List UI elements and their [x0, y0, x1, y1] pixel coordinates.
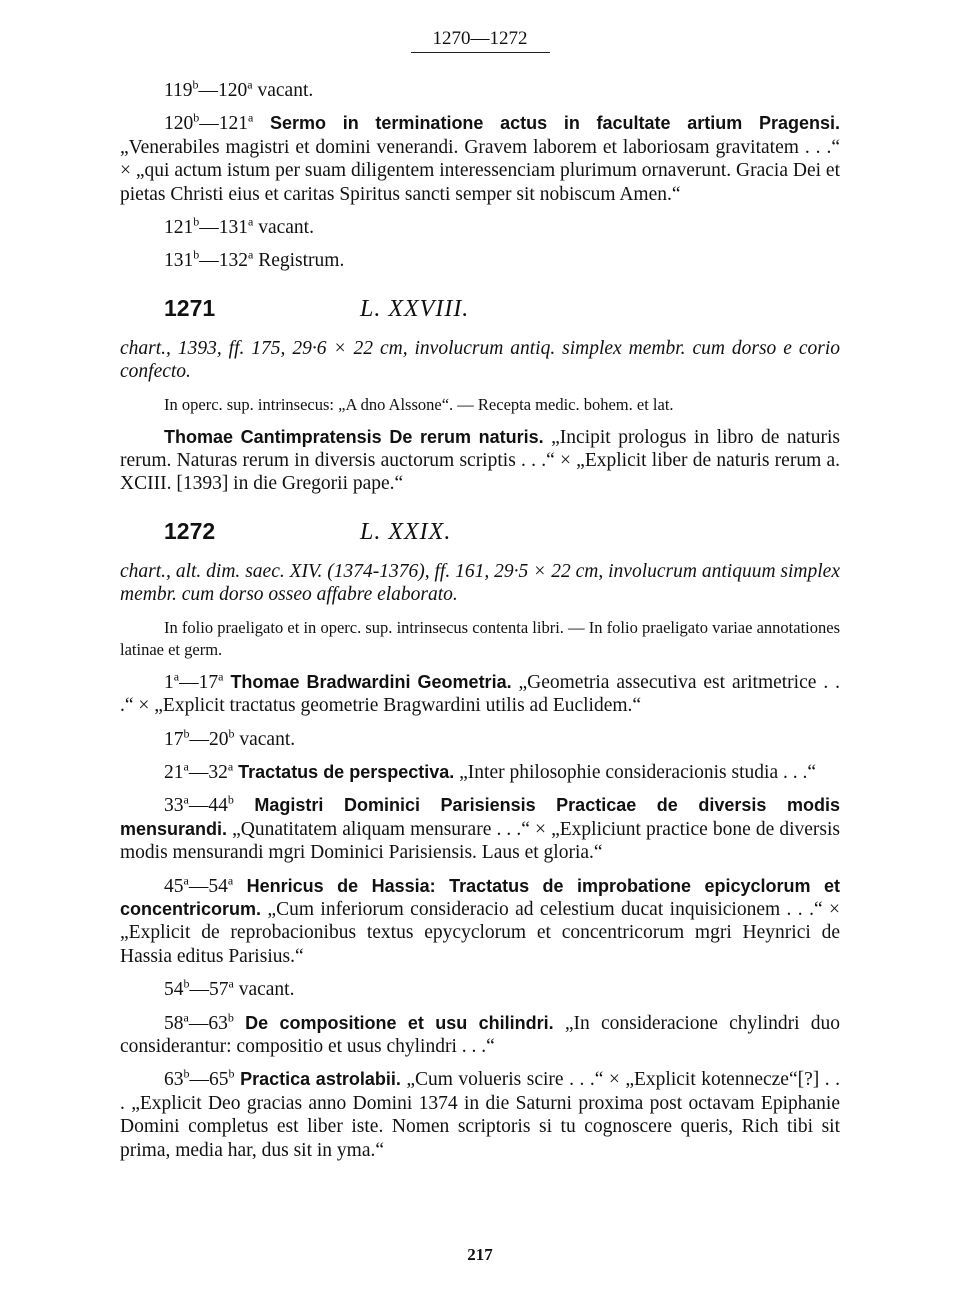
folio-side: a — [247, 77, 253, 92]
item-text: „Inter philosophie consideracionis studia . . .“ — [454, 761, 817, 783]
folio-side: b — [228, 1066, 235, 1081]
folio-ref-end: —20 — [189, 728, 229, 750]
folio-side: b — [227, 1010, 234, 1025]
work-text: „Incipit prologus in libro de naturis rerum. Naturas rerum in diversis auctorum scriptis . . .“ × „Explicit liber de naturis rerum a. XCIII. [1393] in die Gregorii pape.“ — [120, 426, 840, 495]
item-title: Henricus de Hassia: Tractatus de improbatione epicyclorum et concentricorum. — [120, 875, 840, 919]
folio-entry — [120, 1012, 840, 1059]
folio-side: a — [218, 669, 224, 684]
item-text: „Cum volueris scire . . .“ × „Explicit kotennecze“[?] . . . „Explicit Deo gracias anno Domini 1374 in die Saturni proxima post octavam Epiphanie Domini completus est liber iste. Nomen scriptoris si tu cognoscere queris, Rich tibi sit prima, media har, dus sit in yma.“ — [120, 1069, 841, 1161]
folio-ref: 1 — [164, 671, 174, 693]
header-range: 1270—1272 — [411, 28, 550, 53]
entry-1272-heading — [120, 518, 840, 546]
folio-side: b — [193, 214, 200, 229]
entry-1271-heading — [120, 295, 840, 323]
folio-entry — [120, 794, 840, 864]
page — [120, 28, 840, 1172]
folio-ref-end: —17 — [179, 671, 219, 693]
folio-entry — [120, 761, 840, 784]
folio-side: b — [183, 976, 190, 991]
item-text: „Venerabiles magistri et domini venerandi. Gravem laborem et laboriosam gravitatem . . .“ × „qui actum istum per suam diligentem interessenciam plurimum ornaverunt. Gracia Dei et pietas Christi eius et caritas Spiritus sancti semper sit nobiscum Amen.“ — [120, 136, 840, 205]
folio-ref-end: —54 — [188, 875, 228, 897]
folio-side: a — [183, 792, 189, 807]
folio-ref: 58 — [164, 1012, 184, 1034]
folio-side: b — [192, 77, 199, 92]
item-text: vacant. — [253, 217, 314, 239]
work-entry — [120, 426, 840, 496]
folio-entry — [120, 249, 840, 272]
item-title: Sermo in terminatione actus in facultate artium Pragensi. — [253, 113, 840, 134]
folio-ref: 33 — [164, 795, 184, 817]
shelfmark: L. XXVIII. — [360, 295, 470, 322]
item-text: „Cum inferiorum consideracio ad celestium ducat inquisicionem . . .“ × „Explicit de reprobacionibus textus epycyclorum et concentricorum mgri Heynrici de Hassia editus Parisius.“ — [120, 898, 840, 967]
folio-entry — [120, 728, 840, 751]
folio-ref-end: —63 — [188, 1012, 228, 1034]
folio-ref-end: —121 — [199, 113, 248, 135]
item-text: vacant. — [234, 728, 296, 750]
folio-ref-end: —44 — [188, 795, 228, 817]
folio-entry — [120, 1068, 840, 1162]
folio-entry — [120, 671, 840, 718]
codex-note: In folio praeligato et in operc. sup. intrinsecus contenta libri. — In folio praeligato variae annotationes latinae et germ. — [120, 617, 840, 659]
folio-ref: 54 — [164, 979, 184, 1001]
folio-ref-end: —57 — [189, 979, 229, 1001]
folio-entry — [120, 978, 840, 1001]
codex-description: chart., 1393, ff. 175, 29·6 × 22 cm, involucrum antiq. simplex membr. cum dorso e corio confecto. — [120, 337, 840, 383]
folio-side: b — [183, 1066, 190, 1081]
folio-list-1272 — [120, 671, 840, 1162]
folio-ref-end: —65 — [189, 1069, 229, 1091]
folio-side: a — [248, 110, 254, 125]
running-header — [120, 28, 840, 53]
item-text: „Qunatitatem aliquam mensurare . . .“ × „Expliciunt practice bone de diversis modis mensurandi mgri Dominici Parisiensis. Laus et gloria.“ — [120, 818, 840, 864]
entry-number: 1271 — [164, 294, 216, 321]
folio-side: b — [193, 247, 200, 262]
page-number: 217 — [467, 1245, 493, 1264]
item-text: vacant. — [233, 979, 295, 1001]
folio-side: a — [173, 669, 180, 684]
folio-ref: 120 — [164, 113, 194, 135]
folio-ref-end: —120 — [198, 80, 248, 101]
folio-side: a — [183, 1010, 189, 1025]
folio-ref: 45 — [164, 875, 184, 897]
folio-side: a — [228, 976, 234, 991]
folio-entry — [120, 216, 840, 239]
folio-side: b — [183, 726, 190, 740]
codex-note: In operc. sup. intrinsecus: „A dno Alssone“. — Recepta medic. bohem. et lat. — [164, 394, 674, 414]
folio-ref-end: —32 — [188, 761, 228, 783]
folio-ref: 63 — [164, 1069, 184, 1091]
folio-side: a — [227, 759, 234, 774]
folio-ref-end: —132 — [199, 250, 248, 272]
folio-ref: 131 — [164, 250, 194, 272]
shelfmark: L. XXIX. — [360, 518, 452, 545]
folio-side: a — [248, 214, 254, 229]
item-title: De compositione et usu chilindri. — [233, 1012, 554, 1033]
item-title: Practica astrolabii. — [234, 1069, 401, 1090]
item-text: „In consideracione chylindri duo considerantur: compositio et usus chylindri . . .“ — [120, 1012, 840, 1057]
folio-ref: 17 — [164, 728, 184, 750]
folio-side: a — [248, 247, 254, 262]
folio-side: b — [228, 726, 235, 740]
codex-description: chart., alt. dim. saec. XIV. (1374-1376), ff. 161, 29·5 × 22 cm, involucrum antiquum simplex membr. cum dorso osseo affabre elaborato. — [120, 560, 840, 606]
work-title: Thomae Cantimpratensis De rerum naturis. — [164, 426, 544, 447]
folio-side: a — [227, 873, 234, 888]
entry-number: 1272 — [164, 517, 216, 544]
folio-ref: 21 — [164, 761, 184, 783]
folio-entry — [120, 79, 840, 102]
folio-side: a — [183, 759, 189, 774]
item-text: Registrum. — [253, 250, 345, 272]
item-text: vacant. — [252, 80, 314, 101]
item-title: Tractatus de perspectiva. — [233, 761, 455, 782]
folio-ref: 119 — [164, 80, 193, 101]
folio-side: b — [227, 792, 234, 807]
folio-entry — [120, 875, 840, 969]
item-text: „Geometria assecutiva est aritmetrice . . .“ × „Explicit tractatus geometrie Bragwardini utilis ad Euclidem.“ — [120, 671, 840, 717]
item-title: Thomae Bradwardini Geometria. — [223, 671, 512, 692]
item-title: Magistri Dominici Parisiensis Practicae de diversis modis mensurandi. — [120, 795, 840, 839]
folio-ref: 121 — [164, 217, 194, 239]
folio-list-1270 — [120, 79, 840, 273]
folio-side: b — [193, 110, 200, 125]
folio-entry — [120, 112, 840, 206]
folio-ref-end: —131 — [199, 217, 248, 239]
folio-side: a — [183, 873, 189, 888]
